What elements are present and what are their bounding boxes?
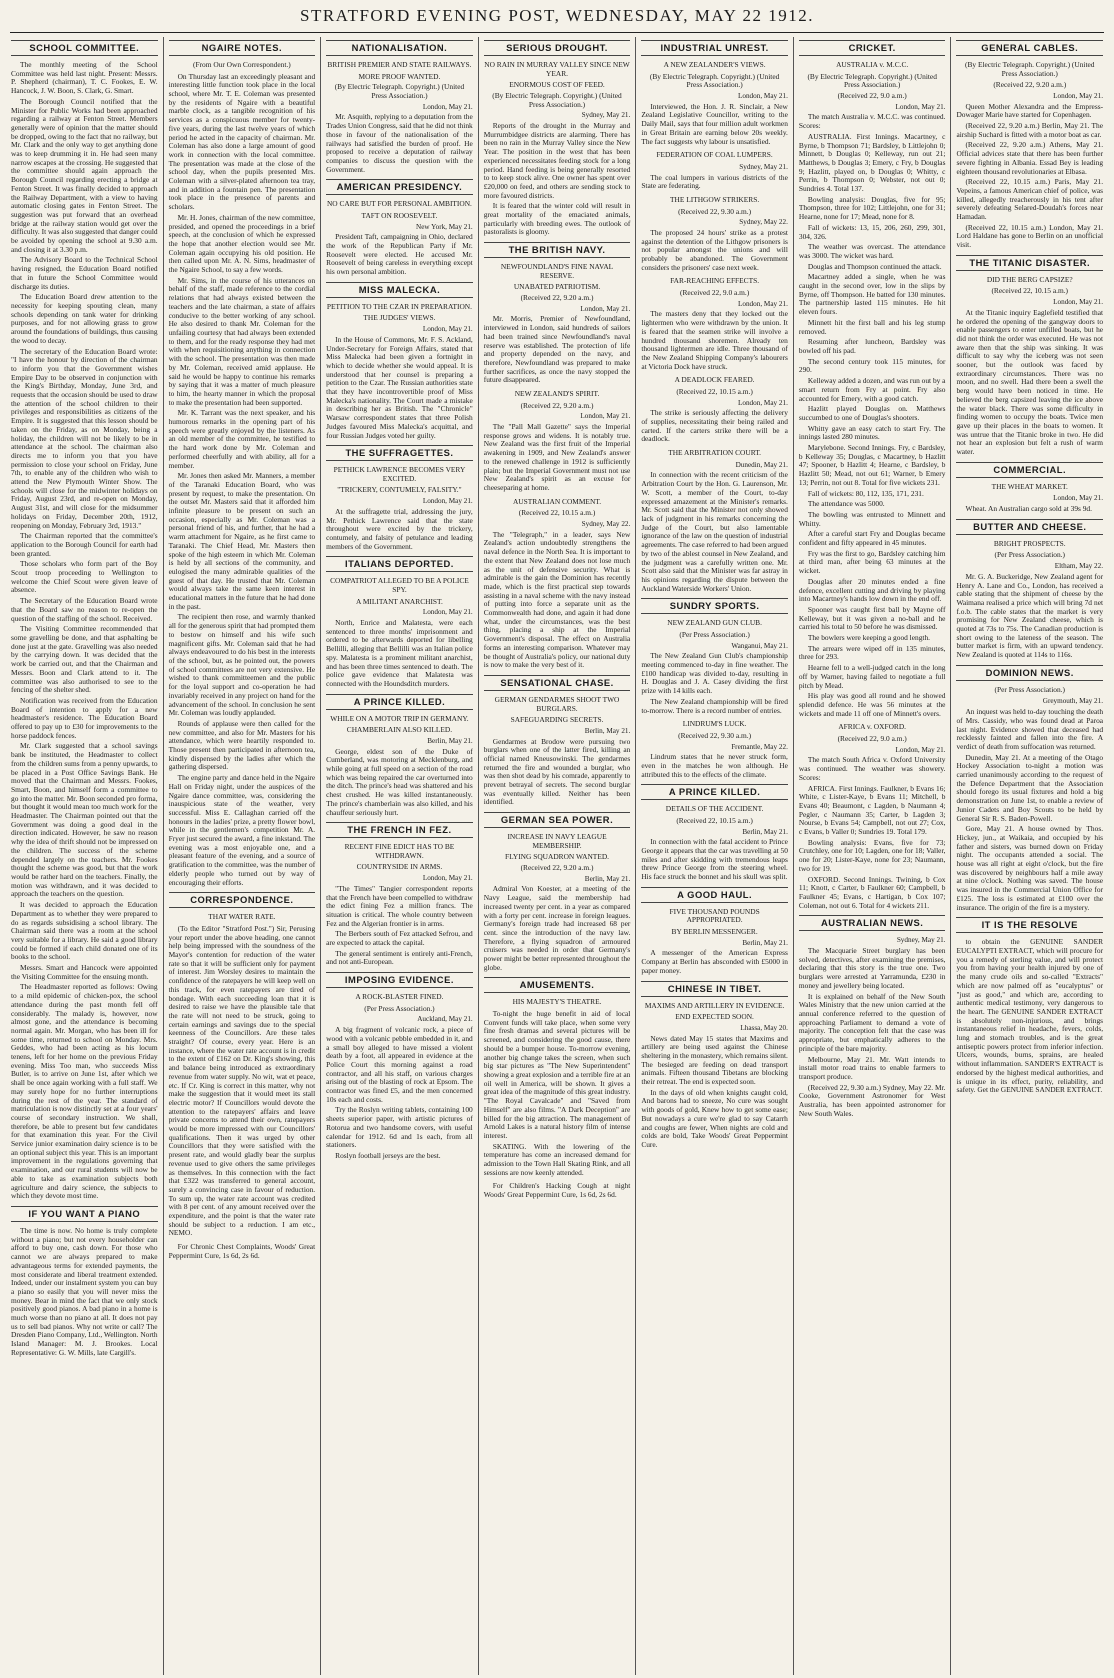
- article: [799, 723, 946, 910]
- article: [326, 556, 473, 688]
- article-paragraph: Lindrum states that he never struck form, even in the matches he won although. He attributed this to the effects of the climate.: [641, 752, 788, 779]
- article-paragraph: The Borough Council notified that the Minister for Public Works had been approached regarding a railway at Fenton Street. Members generally were of opinion that the matter should be dropped, owing to the fact that no railway, but Mr. Clark and the only way to get anything done was to keep drumming it in. He had seen many narrow escapes at the crossing. He suggested that the committee should again approach the Borough Council regarding erecting a bridge at Fenton Street. It was finally decided to approach the Railway Department, with a view to having automatic closing gates in Fenton Street. The suggestion was put forward that an overhead bridge at the railway station would get over the difficulty. It was also suggested that danger could be avoided by opening the school at 9.30 a.m. and closing it at 3.30 p.m.: [11, 96, 158, 254]
- article: [641, 40, 788, 146]
- article-paragraph: Hazlitt played Douglas on. Matthews succumbed to one of Douglas's shooters.: [798, 404, 946, 422]
- article-paragraph: Spooner was caught first ball by Mayne off Kelleway, but it was given a no-ball and he carried his total to 50 before he was dismissed.: [798, 604, 946, 632]
- article-dateline: Lhassa, May 20.: [740, 1023, 788, 1032]
- article-subheading: LINDRUM'S LUCK.: [682, 719, 747, 729]
- article-subheading: DID THE BERG CAPSIZE?: [986, 274, 1073, 284]
- article-dateline: Berlin, May 21.: [584, 874, 631, 883]
- article-subline: (Received 22, 9.30 a.m.): [678, 206, 752, 216]
- article-dateline: Berlin, May 21.: [742, 938, 788, 947]
- article-heading: IMPOSING EVIDENCE.: [326, 972, 473, 988]
- article: [484, 675, 631, 807]
- article-paragraph: (Received 22, 9.20 a.m.) Athens, May 21. Official advices state that there has been further severe fighting in Albania. Essad Bey is leading eighteen thousand revolutionaries at Elbasa.: [956, 140, 1104, 176]
- article-subheading: NO CARE BUT FOR PERSONAL AMBITION.: [326, 199, 472, 209]
- article-subline: (Received 22, 10.15 a.m.): [991, 286, 1069, 296]
- article-paragraph: Bowling analysis: Douglas, five for 95; Thompson, three for 102; Littlejohn, one for 31; Hearne, none for 17; Mead, none for 8.: [798, 194, 946, 222]
- article-dateline: London, May 21.: [422, 608, 473, 617]
- article: [326, 445, 473, 551]
- article-paragraph: The masters deny that they locked out the lightermen who were withdrawn by the union. It is feared that the seamen strike will involve a hundred thousand shoremen. Already ten thousand lightermen are idle. Three thousand of the New Zealand Shipping Company's labourers at Victoria Dock have struck.: [641, 309, 788, 371]
- article: [641, 196, 788, 273]
- article-paragraph: Whitty gave an easy catch to start Fry. The innings lasted 280 minutes.: [798, 423, 946, 442]
- article-paragraph: The coal lumpers in various districts of the State are federating.: [641, 172, 788, 191]
- article-heading: CRICKET.: [799, 40, 946, 56]
- article-paragraph: Macartney added a single, when he was caught in the second over, low in the slips by Byrne, off Thompson. He batted for 130 minutes. The partnership lasted 115 minutes. He hit eleven fours.: [798, 272, 946, 317]
- article: [799, 40, 946, 718]
- article-subheading: THAT WATER RATE.: [208, 912, 276, 922]
- article-subheading: (Per Press Association.): [994, 684, 1065, 694]
- article-paragraph: The time is now. No home is truly complete without a piano; but not every householder can afford to buy one, cash down. For those who cannot we are always prepared to make advantageous terms for extended payments, the most considerate and liberal treatment extended. Indeed, under our instalment system you can buy a piano so easily that you will never miss the money. Bear in mind the fact that we only stock positively good pianos. A bad piano in a home is much worse than no piano at all. It does not pay us to sell bad pianos. Why not write or call? The Dresden Piano Company, Ltd., Wellington. North Island Manager: M. J. Brookes. Local Representative: G. W. Mills, late Cargill's.: [11, 1226, 158, 1357]
- article-paragraph: Reports of the drought in the Murray and Murrumbidgee districts are alarming. There has been no rain in the Murray Valley since the New Year. The position in the west that has been experienced necessitates feeding stock for a long period. Hand feeding is being generally resorted to to keep stock alive. One owner has spent over £20,000 on feed, and others are sending stock to more favoured districts.: [483, 121, 631, 200]
- article-subheading: A NEW ZEALANDER'S VIEWS.: [663, 60, 766, 69]
- article-paragraph: to obtain the GENUINE SANDER EUCALYPTI EXTRACT, which will procure for you a remedy of sterling value, and will protect you from having your health injured by one of the many crude oils and so-called "Extracts" which are now palmed off as "eucalyptus" or "just as good," and which are, according to authentic medical testimony, very dangerous to the heart. The GENUINE SANDER EXTRACT is absolutely non-injurious, and brings instantaneous relief in headache, fevers, colds, lung and stomach troubles, and is the great antiseptic powers protect from inferior infection. Ulcers, wounds, burns, sprains, are healed without inflammation. SANDER'S EXTRACT is endorsed by the highest medical authorities, and is unique in its effect, purity, reliability, and safety. Get the GENUINE SANDER EXTRACT.: [956, 937, 1104, 1095]
- article-subline: FLYING SQUADRON WANTED.: [505, 852, 610, 862]
- article-subline: A MILITANT ANARCHIST.: [356, 596, 443, 606]
- article-paragraph: The match South Africa v. Oxford University was continued. The weather was showery. Scores:: [798, 755, 946, 782]
- article-dateline: London, May 21.: [1053, 298, 1104, 307]
- article-subline: (Received 22, 10.15 a.m.): [676, 815, 753, 825]
- article-subheading: THE LITHGOW STRIKERS.: [670, 194, 760, 204]
- article-subline: (Received 22, 9.20 a.m.): [993, 80, 1067, 90]
- article: [484, 498, 631, 670]
- article: [484, 1182, 631, 1199]
- article: [799, 915, 946, 1118]
- article-paragraph: At the suffragette trial, addressing the jury, Mr. Pethick Lawrence said that the state throughout were excited by the trickery, contumely, and falsity of petulance and leading members of the Government.: [326, 506, 473, 551]
- article-paragraph: For Children's Hacking Cough at night Woods' Great Peppermint Cure, 1s 6d, 2s 6d.: [483, 1181, 631, 1200]
- article-subline: MORE PROOF WANTED.: [358, 71, 441, 81]
- article-paragraph: The engine party and dance held in the Ngaire Hall on Friday night, under the auspices of the Ngaire dance committee, was, considering the inauspicious state of the weather, very successful. Miss E. Callaghan carried off the honours in the ladies' prize, a pretty flower bowl, while in the gentlemen's competition Mr. A. Fryer just secured the award, a fine inkstand. The evening was a most enjoyable one, and a pleasant feature of the evening, and a source of gratification to the committee, was the number of elderly people who turned out by way of encouraging their efforts.: [168, 773, 316, 887]
- article-subline: (Received 22, 9.20 a.m.): [520, 293, 594, 303]
- article: [641, 887, 788, 976]
- article-paragraph: The Headmaster reported as follows: Owing to a mild epidemic of chicken-pox, the school attendance during the past month fell off considerably. The malady is, however, now almost gone, and the attendance is becoming normal again. Mr. Morgan, who has been ill for some time, returned to school on Monday. Mrs. Geddes, who had been acting as his locum tenens, left for her home on the previous Friday evening. Miss Too man, who succeeds Miss Butler, is to arrive on June 1st, after which we shall be once again working with a full staff. We may surely hope for no further interruptions during the rest of the year. The standard of matriculation is now distinctly set at a four years' course of secondary instruction. We shall, therefore, be able to present but few candidates for that examination this year. For the Civil Service junior examination dairy science is to be an optional subject this year. This is an important improvement in the regulations governing that examination, and our rural students will now be able to take as examination subjects both agriculture and dairy science, the subjects to which they devote most time.: [11, 982, 158, 1201]
- article-heading: INDUSTRIAL UNREST.: [641, 40, 788, 56]
- article-subheading: (By Electric Telegraph. Copyright.) (United Press Association.): [965, 60, 1095, 78]
- article-paragraph: (To the Editor "Stratford Post.") Sir, Perusing your report under the above heading, one cannot help being impressed with the soundness of the Mayor's contention for reduction of the water rate so that it will be sufficient only for payment of interest. Jim Worsley desires to maintain the confidence of the ratepayers he will keep well on this track, for even ratepayers are tired of bondage. With each succeeding loan that it is desired to raise we have the plausible tale that the rate will not need to be struck, going to certain earnings and savings due to the special keenness of the Councillors. Are these tales straight? Of course, every year. Here is an instance, where the water rate account is in credit to the extent of £162 on Dr. King's showing, this and balance being introduced as extraordinary revenue from water supply. No wit, wat et peace, etc. If Cr. King is correct in this matter, why not make the suggestion that it would meet its stall electric motor? If Councillors would devote the attention to the ratepayers' affairs and leave private concerns to attend their own, ratepayers would be more impressed with our Councillors' qualifications. Then it was urged by other Councillors that they were satisfied with the present rate, and would gladly bear the surplus revenue used to give others the same privileges as themselves. In this connection with the fact that £322 was transferred to general account, surely a convincing case in favour of reduction. To sum up, the water rate account was credited with 8 per cent. of any amount received over the expenditure, and the point is that the water rate should be subject to a reduction. I am etc., NEMO.: [168, 923, 316, 1238]
- article-paragraph: At the Titanic inquiry Eaglefield testified that he ordered the opening of the gangway doors to enable passengers to enter unfilled boats, but he did not think the order was executed. He was not aware then that the ship was sinking. It was difficult to say why the iceberg was not seen sooner, but the outlook was faced by extraordinary circumstances. There was no moon, and no swell. Had there been a swell the berg would have been noticed in time. He believed the berg capsized leaving the ice above the water black. There was some difficulty in finding women to occupy the boats. Twice men gave up their places in the boats to women. It was untrue that the Titanic broke in two. He did not hear an explosion but felt a rush of warm water.: [956, 307, 1104, 457]
- article-paragraph: Mr. Sims, in the course of his utterances on behalf of the staff, made reference to the cordial relations that had always existed between the teachers and the late chairman, a state of affairs conducive to the better working of any school. He also desired to thank Mr. Coleman for the unfailing courtesy that had always been extended to them, and for the ready response they had met with when requisitioning anything in connection with the school. The presentation was then made by Mr. Coleman, received amid applause. He said he would be happy to continue his remarks by saying that it was a matter of much pleasure to him, the hearty manner in which the proposal to make the presentation had been supported.: [168, 275, 316, 407]
- article-subline: (Received 22, 9.0 a.m.): [837, 91, 907, 100]
- article-dateline: Berlin, May 21.: [427, 736, 473, 745]
- article-paragraph: Messrs. Smart and Hancock were appointed the Visiting Committee for the ensuing month.: [11, 963, 158, 981]
- article-subline: (By Electric Telegraph. Copyright.) (United Press Association.): [807, 71, 937, 90]
- article-subline: (Received 22, 9.20 a.m.): [520, 400, 594, 410]
- article-subline: SAFEGUARDING SECRETS.: [510, 715, 604, 725]
- article-subline: (Received 22, 9.0 a.m.): [837, 734, 907, 743]
- article-subheading: WHILE ON A MOTOR TRIP IN GERMANY.: [330, 713, 469, 723]
- article-paragraph: Mr. Clark suggested that a school savings bank be instituted, the Headmaster to collect from the children sums from a penny upwards, to be placed in a Post Office Savings Bank. He moved that the Chairman and Messrs. Fookes, Smart, Boon, and himself form a committee to go into the matter. Mr. Boon seconded pro forma, but thought it would mean too much work for the Headmaster. The Chairman pointed out that the Government was doing a good deal in the direction indicated. However, he saw no reason why the idea of thrift should not be impressed on the children. The success of the scheme depended largely on the teachers. Mr. Fookes thought the scheme was good, but that the work would be rather hard on the teachers. Finally, the motion was withdrawn, and it was decided to approach the teachers on the question.: [11, 741, 158, 899]
- article-subline: COUNTRYSIDE IN ARMS.: [356, 862, 443, 872]
- article-paragraph: The general sentiment is entirely anti-French, and not anti-European.: [326, 948, 473, 967]
- article-paragraph: Douglas after 20 minutes ended a fine defence, excellent cutting and driving by playing into Macartney's hands low down in the end off.: [798, 576, 946, 604]
- article-subheading: FIVE THOUSAND POUNDS APPROPRIATED.: [669, 906, 760, 925]
- article-heading: IT IS THE RESOLVE: [956, 917, 1103, 933]
- article-dateline: London, May 21.: [737, 92, 788, 100]
- article-dateline: London, May 21.: [422, 874, 473, 883]
- article-dateline: London, May 21.: [1053, 91, 1104, 100]
- article-subline: CHAMBERLAIN ALSO KILLED.: [346, 725, 453, 735]
- article-paragraph: In connection with the recent criticism of the Arbitration Court by the Hon. G. Laurenson, Mr. W. Scott, a member of the Court, to-day expressed amazement at the Minister's remarks. Mr. Scott said that the Minister not only showed lack of judgment in his remarks concerning the Judge of the Court, but also lamentable ignorance of the law on the question of industrial agreements. The case referred to had been argued by two of the ablest counsel in New Zealand, and the judgment was a carefully written one. Mr. Scott also said that the Minister was far astray in his opinions regarding the dispute between the Auckland Waterside Workers' Union.: [641, 470, 788, 593]
- article-paragraph: OXFORD. Second Innings. Twining, b Cox 11; Knott, c Carter, b Faulkner 60; Campbell, b Faulkner 45; Evans, c Hartigan, b Cox 107; Coleman, not out 6. Total for 4 wickets 211.: [798, 874, 946, 910]
- article-heading: SERIOUS DROUGHT.: [484, 40, 631, 56]
- article-dateline: London, May 21.: [422, 325, 473, 334]
- article: [484, 40, 631, 237]
- article-heading: SCHOOL COMMITTEE.: [11, 40, 158, 56]
- article-heading: AMERICAN PRESIDENCY.: [326, 179, 473, 195]
- columns: [6, 33, 1108, 1675]
- article-dateline: London, May 21.: [422, 102, 473, 111]
- article-paragraph: Try the Roslyn writing tablets, containing 100 sheets superior paper, with artistic pictures of Rotorua and two handsome covers, with useful calendar for 1912. 6d and 1s each, from all stationers.: [326, 1105, 473, 1150]
- article-paragraph: Roslyn football jerseys are the best.: [335, 1151, 441, 1160]
- article-paragraph: Notification was received from the Education Board of intention to apply for a new headmaster's residence. The Education Board offered to pay up to £30 for improvements to the horse paddock fences.: [11, 695, 158, 740]
- article-paragraph: Bowling analysis: Evans, five for 73; Crutchley, one for 10; Lagden, one for 18; Valler, one for 20; Lister-Kaye, none for 23; Naumann, two for 19.: [798, 837, 946, 873]
- article-paragraph: It is feared that the winter cold will result in great mortality of the emaciated animals, particularly with breeding ewes. The outlook of pastoralists is gloomy.: [483, 201, 631, 237]
- article-dateline: London, May 21.: [1053, 494, 1104, 503]
- article-dateline: Sydney, May 22.: [581, 519, 631, 528]
- article: [956, 40, 1103, 250]
- article: [326, 694, 473, 818]
- article-heading: NGAIRE NOTES.: [169, 40, 316, 56]
- article-paragraph: (Received 22, 10.15 a.m.) London, May 21. Lord Haldane has gone to Berlin on an unofficial visit.: [956, 222, 1104, 250]
- article-heading: A GOOD HAUL.: [641, 887, 788, 903]
- article-paragraph: The attendance was 5000.: [807, 499, 885, 509]
- article-heading: AMUSEMENTS.: [484, 977, 631, 993]
- article-heading: MISS MALECKA.: [326, 282, 473, 298]
- article-dateline: Sydney, May 21.: [896, 936, 946, 945]
- column-4: [479, 37, 637, 1675]
- article: [956, 665, 1103, 912]
- article-paragraph: Fall of wickets: 80, 112, 135, 171, 231.: [807, 488, 924, 498]
- article: [641, 449, 788, 593]
- article: [326, 972, 473, 1161]
- article-paragraph: Those scholars who form part of the Boy Scout troop proceeding to Wellington to welcome the Chief Scout were given leave of absence.: [11, 559, 158, 595]
- article-paragraph: Mr. Jones then asked Mr. Manners, a member of the Taranaki Education Board, who was present by request, to make the presentation. On the outset Mr. Masters said that it afforded him infinite pleasure to be present on such an occasion, especially as Mr. Coleman was a personal friend of his, and further, that he had a warm attachment for Ngaire, as he first came to Taranaki. The Chief Head, Mr. Masters then spoke of the high esteem in which Mr. Coleman is held by all sections of the community, and eulogised the many admirable qualities of the guest of that day. He trusted that Mr. Coleman would always take the same keen interest in educational matters in the future that he had done in the past.: [168, 471, 316, 611]
- article-heading: NATIONALISATION.: [326, 40, 473, 56]
- article-paragraph: The monthly meeting of the School Committee was held last night. Present: Messrs. P. Shepherd (chairman), T. C. Fookes, E. W. Hancock, J. W. Boon, S. Clark, G. Smart.: [11, 60, 158, 96]
- article-dateline: Sydney, May 22.: [739, 218, 788, 227]
- article-paragraph: President Taft, campaigning in Ohio, declared the work of the Republican Party if Mr. Roosevelt were elected. He accused Mr. Roosevelt of being careless in everything except his own personal ambition.: [326, 232, 473, 277]
- article-heading: DOMINION NEWS.: [956, 665, 1103, 681]
- article-subline: (Received 22, 10.15 a.m.): [518, 508, 596, 518]
- article-paragraph: News dated May 15 states that Maxims and artillery are being used against the Chinese sheltering in the monastery, which remains silent. The besieged are feeding on dead transport animals. Fifteen thousand Tibetans are blocking their retreat. The end is expected soon.: [641, 1033, 788, 1087]
- article-paragraph: The "Telegraph," in a leader, says New Zealand's action undoubtedly strengthens the naval defence in the North Sea. It is important to the extent that New Zealand does not lose much as the unit of defensive security. What is admirable is the gain the Dominion has recently made, which is the first practical step towards assisting in a naval scheme with the navy instead of putting into force a separate unit as the Commonwealth had done, and again it had done what, under the circumstances, was the best thing, placing a ship at the Imperial Government's disposal. The effect on Australia forms an interesting comparison. Whatever may be thought of Australia's policy, our national duty is now to make the very best of it.: [483, 529, 631, 670]
- article-paragraph: The recipient then rose, and warmly thanked all for the generous spirit that had prompted them to bestow on himself and his wife such magnificent gifts. Mr. Coleman said that he had always endeavoured to do his best in the interests of the school, but, as he pointed out, the powers of school committees are not very extensive. He wished to thank committeemen and the public for the loyal support and co-operation he had invariably received in any project on hand for the advancement of the school. In conclusion he sent Mr. Coleman was loudly applauded.: [168, 612, 316, 718]
- article: [956, 917, 1103, 1095]
- article-paragraph: In connection with the fatal accident to Prince George it appears that the car was travelling at 50 miles and after skidding with tremendous leaps threw Prince George from the steering wheel. His face struck the bonnet and his skull was split.: [641, 837, 788, 882]
- article-paragraph: Wheat. An Australian cargo sold at 39s 9d.: [965, 504, 1092, 514]
- article: [956, 255, 1103, 457]
- article-heading: SUNDRY SPORTS.: [641, 598, 788, 614]
- article-paragraph: His play was good all round and he showed splendid defence. He was 56 minutes at the wickets and made 11 off one of Minnett's overs.: [798, 691, 946, 718]
- article-paragraph: A big fragment of volcanic rock, a piece of wood with a volcanic pebble embedded in it, and a small boy alleged to have missed a violent death by a foot, all appeared in evidence at the Police Court this morning against a road contractor, and all his staff, on various charges arising out of the blasting of rock at Epsom. The contractor was fined £5, and the men concerned 10s each and costs.: [326, 1025, 473, 1104]
- article-subheading: DETAILS OF THE ACCIDENT.: [665, 804, 764, 814]
- article-paragraph: Gendarmes at Brodow were pursuing two burglars when one of the latter fired, killing an official named Kneusowinski. The gendarmes returned the fire and wounded a burglar, who was then shot dead by his comrade, apparently to prevent betrayal of secrets. The second burglar was eventually killed. Neither has been identified.: [483, 736, 631, 807]
- article-subheading: COMPATRIOT ALLEGED TO BE A POLICE SPY.: [330, 576, 469, 594]
- article-subheading: FEDERATION OF COAL LUMPERS.: [656, 150, 773, 160]
- article-paragraph: The "Pall Mall Gazette" says the Imperial response grows and widens. It is notably true. New Zealand was the first fruit of the Imperial awakening in 1909, and New Zealand's answer to the renewed challenge in 1912 is sufficiently plain; but the Imperial Government must not use New Zealand's spirit as an excuse for cheeseparing at home.: [483, 422, 631, 492]
- article-heading: GERMAN SEA POWER.: [484, 812, 631, 828]
- article-dateline: London, May 21.: [580, 304, 631, 313]
- article-paragraph: An inquest was held to-day touching the death of Mrs. Cassidy, who was found dead at Paroa last night. Evidence showed that deceased had recklessly fainted and fallen into the fire. A verdict of death from suffocation was returned.: [956, 707, 1104, 751]
- article-subheading: BRIGHT PROSPECTS.: [993, 538, 1066, 548]
- article-dateline: Sydney, May 21.: [581, 111, 631, 120]
- article-subheading: FAR-REACHING EFFECTS.: [670, 276, 760, 286]
- article-paragraph: Fall of wickets: 13, 15, 206, 260, 299, 301, 304, 326.: [798, 222, 946, 241]
- article-subheading: PETITION TO THE CZAR IN PREPARATION.: [326, 301, 472, 311]
- article-subheading: MAXIMS AND ARTILLERY IN EVIDENCE.: [644, 1000, 785, 1010]
- article-paragraph: Mr. Asquith, replying to a deputation from the Trades Union Congress, said that he did not think those in favour of the nationalisation of the railways had satisfied the burden of proof. He proposed to receive a deputation of railway companies to discuss the question with the Government.: [326, 112, 473, 174]
- masthead: STRATFORD EVENING POST, WEDNESDAY, MAY 22 1912.: [10, 0, 1104, 33]
- article-heading: A PRINCE KILLED.: [326, 694, 473, 710]
- article-dateline: Fremantle, May 22.: [731, 742, 788, 751]
- article-paragraph: The New Zealand championship will be fired to-morrow. There is a record number of entries.: [641, 696, 788, 715]
- article-heading: COMMERCIAL.: [956, 462, 1103, 478]
- article-paragraph: Queen Mother Alexandra and the Empress-Dowager Marie have started for Copenhagen.: [956, 101, 1104, 120]
- article-heading: BUTTER AND CHEESE.: [956, 519, 1103, 535]
- article-dateline: London, May 21.: [422, 497, 473, 506]
- article-paragraph: It was decided to approach the Education Department as to whether they were prepared to do as regards subsidising a school library. The Chairman said there was a room at the school very suitable for a library. He said a good library could be formed if each child donated one of its books to the school.: [11, 900, 158, 962]
- article-paragraph: Admiral Von Koester, at a meeting of the Navy League, said the membership had increased twenty per cent. in a year as compared with a forty per cent. increase in foreign leagues. Germany's foreign trade had increased 68 per cent. since the introduction of the navy law. Therefore, a flying squadron of armoured cruisers was needed in order that Germany's power might be better represented throughout the globe.: [483, 884, 631, 972]
- article-dateline: London, May 21.: [895, 745, 946, 754]
- article-heading: A PRINCE KILLED.: [641, 784, 788, 800]
- article: [326, 822, 473, 967]
- article: [326, 40, 473, 174]
- article-subheading: (From Our Own Correspondent.): [193, 60, 291, 69]
- article-paragraph: AUSTRALIA. First Innings. Macartney, c Byrne, b Thompson 71; Bardsley, b Littlejohn 0; Minnett, b Douglas 0; Kelleway, run out 21; Matthews, b Douglas 3; Emery, c Fry, b Douglas 9; Hazlitt, played on, b Douglas 0; Whitty, c Perrin, b Thompson 0; Webster, not out 0; Sundries 4. Total 137.: [798, 131, 946, 194]
- article-subline: END EXPECTED SOON.: [675, 1012, 754, 1022]
- article-paragraph: Interviewed, the Hon. J. R. Sinclair, a New Zealand Legislative Councillor, writing to the Daily Mail, says that four million adult workmen in Great Britain are earning below 20s weekly. The fact suggests why labour is unsatisfied.: [641, 101, 788, 146]
- article-paragraph: On Thursday last an exceedingly pleasant and interesting little function took place in the local school, where Mr. T. E. Coleman was presented by the residents of Ngaire with a beautiful marble clock, as a tangible recognition of his services as a conspicuous member for twenty-five years, during the last twelve years of which period he acted in the capacity of chairman. Mr. Coleman has also done a large amount of good work in connection with the local committee. The presentation was made at the close of the school day, when the pupils presented Mrs. Coleman with a silver-plated afternoon tea tray, and in addition a fountain pen. The presentation took place in the presence of parents and scholars.: [168, 71, 316, 212]
- article: [326, 282, 473, 440]
- article-dateline: London, May 21.: [580, 412, 631, 421]
- article-paragraph: Dunedin, May 21. At a meeting of the Otago Hockey Association to-night a motion was carried unanimously according to the request of the Defence Department that the Association should forego its usual fixtures and hold a big demonstration on June 1st, to enable a review of Junior Cadets and Boy Scouts to be held by General Sir R. S. Baden-Powell.: [956, 752, 1104, 823]
- article-paragraph: The bowling was entrusted to Minnett and Whitty.: [798, 509, 946, 528]
- article: [484, 242, 631, 385]
- article-paragraph: In the days of old when knights caught cold, And barons had to sneeze, No cure was sought with goods of gold, Knew how to get some ease; But nowadays a cure we're glad to say Catarrh and coughs are fewer, When nights are cold and colds are bold, Take Woods' Great Peppermint Cure.: [641, 1087, 788, 1149]
- article-paragraph: (Received 22, 10.15 a.m.) Paris, May 21. Vepeins, a famous American chief of police, was killed, allegedly treacherously in his tent after severely defeating Selared-Doudah's forces near Hamadan.: [956, 177, 1104, 222]
- article-subline: "TRICKERY, CONTUMELY, FALSITY.": [337, 485, 462, 495]
- article-paragraph: The Visiting Committee recommended that some gravelling be done, and that asphalting be done just at the gate. Gravelling was also needed by the carrying down. It was decided that the work be carried out, and that the Chairman and Messrs. Boon and Clark attend to it. The committee was also authorised to see to the fencing of the shelter shed.: [11, 624, 158, 695]
- article: [169, 1243, 316, 1260]
- article-subheading: AUSTRALIAN COMMENT.: [512, 496, 602, 506]
- article-paragraph: The Secretary of the Education Board wrote that the Board saw no reason to re-open the question of the staffing of the school. Received.: [11, 596, 158, 623]
- article-subheading: PETHICK LAWRENCE BECOMES VERY EXCITED.: [333, 465, 466, 483]
- article-paragraph: Rounds of applause were then called for the new committee, and also for Mr. Masters for his attendance, which were heartily responded to. Those present then participated in afternoon tea, kindly dispensed by the ladies after which the gathering dispersed.: [168, 718, 316, 772]
- article: [326, 179, 473, 277]
- article-heading: AUSTRALIAN NEWS.: [799, 915, 946, 931]
- article-dateline: London, May 21.: [737, 299, 788, 308]
- article-subline: BY BERLIN MESSENGER.: [671, 927, 758, 937]
- article-subline: TAFT ON ROOSEVELT.: [361, 210, 438, 220]
- article-subline: (By Electric Telegraph. Copyright.) (United Press Association.): [492, 90, 622, 109]
- article-dateline: Auckland, May 21.: [417, 1015, 473, 1024]
- article-subheading: NEWFOUNDLAND'S FINE NAVAL RESERVE.: [500, 262, 614, 280]
- article-dateline: Greymouth, May 21.: [1042, 697, 1104, 706]
- article-paragraph: Fry was the first to go, Bardsley catching him at third man, after being 63 minutes at the wicket.: [798, 548, 946, 576]
- column-6: [794, 37, 952, 1675]
- column-2: [164, 37, 322, 1675]
- article-dateline: London, May 21.: [895, 102, 946, 111]
- article-paragraph: In the House of Commons, Mr. F. S. Ackland, Under-Secretary for Foreign Affairs, stated that Miss Malecka had been given a fortnight in which to decide whether she would appeal. It is understood that her counsel is preparing a petition to the Czar. The Russian authorities state that they have incontrovertible proof of Miss Malecka's nationality. The Court made a mistake in describing her as British. The "Chronicle" Warsaw correspondent states that three Polish Judges favoured Miss Malecka's acquittal, and four Russian Judges voted her guilty.: [326, 334, 473, 440]
- article-paragraph: The second century took 115 minutes, for 290.: [798, 356, 946, 375]
- article-paragraph: A messenger of the American Express Company at Berlin has absconded with £5000 in paper money.: [641, 948, 788, 975]
- article: [641, 376, 788, 444]
- column-3: [321, 37, 479, 1675]
- article-paragraph: (Received 22, 9.30 a.m.) Sydney, May 22. Mr. Cooke, Government Astronomer for West Australia, has been appointed astronomer for New South Wales.: [798, 1082, 946, 1118]
- article-paragraph: The match Australia v. M.C.C. was continued. Scores:: [798, 112, 946, 131]
- article-paragraph: (Received 22, 9.20 a.m.) Berlin, May 21. The airship Suchard is fitted with a motor boat as car.: [956, 121, 1104, 139]
- article-paragraph: The Advisory Board to the Technical School having resigned, the Education Board notified that in future the School Committee would discharge its duties.: [11, 255, 158, 291]
- article-paragraph: The Chairman reported that the committee's application to the Borough Council for earth had been granted.: [11, 531, 158, 558]
- article: [641, 981, 788, 1150]
- column-1: [6, 37, 164, 1675]
- article-subline: (Per Press Association.): [994, 550, 1065, 560]
- article: [11, 1206, 158, 1358]
- article: [169, 40, 316, 887]
- article-subline: THE JUDGES' VIEWS.: [363, 313, 436, 323]
- article-heading: THE BRITISH NAVY.: [484, 242, 631, 258]
- article-dateline: Dunedin, May 21.: [735, 460, 788, 469]
- article-subline: (Received 22, 9.0 a.m.): [680, 288, 750, 298]
- article-paragraph: Mr. Morris, Premier of Newfoundland, interviewed in London, said hundreds of sailors had been trained since Newfoundland's naval reserve was established. The protection of life and property depended on the navy, and therefore, Newfoundland was prepared to make further sacrifices, as once the navy stopped the future disappeared.: [483, 314, 631, 385]
- article: [641, 720, 788, 779]
- article-paragraph: It is explained on behalf of the New South Wales Ministry that the new union carried at the annual conference referred to the question of approaching Parliament to demand a vote of majority. The conception felt that the case was appropriate, but emphatically adheres to the principle of the bare majority.: [798, 991, 946, 1053]
- article-subheading: NEW ZEALAND'S SPIRIT.: [514, 389, 600, 399]
- article-paragraph: To-night the huge benefit in aid of local Convent funds will take place, when some very fine fresh dramas and several pictures will be screened, and considering the good cause, there should be a bumper house. To-morrow evening, another big change takes the screen, when such big star pictures as "The New Superintendent" showing a great explosion and a terrible fire at an oil well in America, will be shown. It gives a great idea of the magnitude of this great industry. "The Royal Cavalcade" and "Saved from Himself" are also films. "A Dark Deception" are billed for the big attraction. The management of Arnold Lakes is a natural history film of intense interest.: [483, 1009, 631, 1140]
- article-subline: (Received 22, 10.15 a.m.): [676, 386, 753, 396]
- article-paragraph: For Chronic Chest Complaints, Woods' Great Peppermint Cure, 1s 6d, 2s 6d.: [168, 1242, 316, 1260]
- article-subheading: GERMAN GENDARMES SHOOT TWO BURGLARS.: [494, 694, 620, 713]
- article-heading: THE SUFFRAGETTES.: [326, 445, 473, 461]
- article-dateline: Berlin, May 21.: [584, 726, 631, 735]
- article-paragraph: Minnett hit the first ball and his leg stump removed.: [798, 317, 946, 336]
- article-paragraph: George, eldest son of the Duke of Cumberland, was motoring at Mecklenburg, and while going at full speed on a section of the road which was being repaired the car overturned into the ditch. The prince's head was shattered and his chest crushed. He was killed instantaneously. The prince's chamberlain was also killed, and his chauffeur seriously hurt.: [326, 746, 473, 817]
- article-paragraph: Mr. K. Tarrant was the next speaker, and his humorous remarks in the opening part of his speech were greatly enjoyed by the listeners. As an old member of the committee, he testified to the hard work done by Mr. Coleman and performed cheerfully and with ability, all for a member.: [168, 408, 316, 470]
- article-heading: THE TITANIC DISASTER.: [956, 255, 1103, 271]
- article-paragraph: After a careful start Fry and Douglas became confident and fifty appeared in 45 minutes.: [798, 529, 946, 548]
- article-paragraph: The bowlers were keeping a good length.: [807, 633, 931, 643]
- article: [641, 151, 788, 191]
- article: [641, 277, 788, 371]
- article-heading: THE FRENCH IN FEZ.: [326, 822, 473, 838]
- article-subline: UNABATED PATRIOTISM.: [513, 282, 601, 292]
- article-subheading: A ROCK-BLASTER FINED.: [355, 992, 444, 1002]
- article-subheading: HIS MAJESTY'S THEATRE.: [512, 997, 602, 1007]
- article-paragraph: The Berbers south of Fez attacked Sefrou, and are expected to attack the capital.: [326, 929, 473, 948]
- article-paragraph: The weather was overcast. The attendance was 3000. The wicket was hard.: [798, 242, 946, 260]
- article-paragraph: Marylebone. Second Innings. Fry, c Bardsley, b Kelleway 35; Douglas, c Macartney, b Hazlitt 47; Spooner, b Hazlitt 4; Hearne, c Bardsley, b Hazlitt 50; Mead, not out 61; Warner, b Emery 13; Perrin, not out 8. Total for five wickets 231.: [798, 443, 946, 487]
- article-paragraph: Douglas and Thompson continued the attack.: [807, 261, 942, 271]
- article-paragraph: "The Times" Tangier correspondent reports that the French have been compelled to withdraw the edict fining Fez a million francs. The situation is critical. The whole country between Fez and the Algerian frontier is in arms.: [326, 883, 473, 928]
- article-paragraph: The strike is seriously affecting the delivery of supplies, necessitating their being railed and carted. If the carters strike there will be a deadlock.: [641, 408, 788, 444]
- article-heading: CORRESPONDENCE.: [169, 892, 316, 908]
- article-heading: GENERAL CABLES.: [956, 40, 1103, 56]
- article: [641, 598, 788, 715]
- article-dateline: Eltham, May 22.: [1054, 562, 1104, 571]
- article-subheading: BRITISH PREMIER AND STATE RAILWAYS.: [327, 60, 472, 69]
- article-subline: ENORMOUS COST OF FEED.: [509, 80, 605, 90]
- article-paragraph: The secretary of the Education Board wrote: "I have the honour by direction of the chairman to inform you that the Government wishes Empire Day to be observed in conjunction with the King's Birthday, Monday, June 3rd, and requests that the occasion should be used to draw the attention of the school children to their privileges and responsibilities as citizens of the Empire. It is suggested that this lesson should be taken on the Friday, as on Monday, being a holiday, the children will not be likely to be in attendance at the school. The chairman also directs me to inform you that you have permission to close your school on Friday, June 7th, to enable any of the children who wish to attend the New Plymouth Winter Show. The schools will close for the midwinter holidays on Friday, August 23rd, and re-open on Monday, August 31st, and will close for the midsummer holidays on Friday, December 20th, 1912, reopening on Monday, February 3rd, 1913.": [11, 346, 158, 530]
- article-paragraph: The New Zealand Gun Club's championship meeting commenced to-day in fine weather. The £100 handicap was divided to-day, resulting in H. Douglas and J. A. Casey dividing the first prize with 14 kills each.: [641, 651, 788, 696]
- article-subline: (Per Press Association.): [364, 1003, 435, 1013]
- article-heading: CHINESE IN TIBET.: [641, 981, 788, 997]
- article-dateline: Wanganui, May 21.: [731, 641, 788, 650]
- article-subline: (By Electric Telegraph. Copyright.) (United Press Association.): [334, 82, 465, 100]
- article-paragraph: The arrears were wiped off in 135 minutes, three for 293.: [798, 643, 946, 662]
- article-paragraph: Mr. G. A. Buckeridge, New Zealand agent for Henry A. Lane and Co., London, has received a cable stating that the shipment of cheese by the Waimana realised a price which will bring 7d net f.o.b. The cable states that the market is very promising for New Zealand cheese, which is quoted at 73s to 75s. The Canadian production is short owing to the lateness of the season. The butter market is firm, with an upward tendency. New Zealand is quoted at 114s to 116s.: [956, 571, 1104, 660]
- article-subline: (By Electric Telegraph. Copyright.) (United Press Association.): [649, 71, 780, 90]
- article-paragraph: North, Enrice and Malatesta, were each sentenced to three months' imprisonment and ordered to be afterwards deported for libelling Bellilli, alleging that Bellilli was an Italian police spy. Malatesta is a prominent militant anarchist, and has been three times sentenced to death. The police gave evidence that Malatesta was connected with the Houndsditch murders.: [326, 617, 473, 688]
- article-subheading: NO RAIN IN MURRAY VALLEY SINCE NEW YEAR.: [484, 60, 630, 78]
- article-subheading: AFRICA v. OXFORD.: [838, 722, 907, 732]
- article-paragraph: Kelleway added a dozen, and was run out by a smart return from Fry at point. Fry also accounted for Emery, with a good catch.: [798, 376, 946, 403]
- article-subheading: RECENT FINE EDICT HAS TO BE WITHDRAWN.: [344, 842, 455, 860]
- article: [641, 784, 788, 882]
- article-heading: ITALIANS DEPORTED.: [326, 556, 473, 572]
- article-paragraph: Mr. H. Jones, chairman of the new committee, presided, and opened the proceedings in a brief speech, at the conclusion of which he expressed the hope that another election would see Mr. Coleman again occupying his old position. He then called upon Mr. A. N. Sims, headmaster of the Ngaire School, to say a few words.: [168, 212, 316, 275]
- article-subheading: THE WHEAT MARKET.: [991, 481, 1068, 491]
- article-subheading: INCREASE IN NAVY LEAGUE MEMBERSHIP.: [507, 832, 607, 850]
- article-subheading: A DEADLOCK FEARED.: [674, 375, 755, 385]
- article: [956, 462, 1103, 514]
- article-paragraph: The proposed 24 hours' strike as a protest against the detention of the Lithgow prisoners is not popular amongst the unions and will probably be abandoned. The Government considers the prisoners' case next week.: [641, 227, 788, 272]
- article-paragraph: Resuming after luncheon, Bardsley was bowled off his pad.: [798, 337, 946, 355]
- article-paragraph: Hearne fell to a well-judged catch in the long off by Warner, having failed to negotiate a full pitch by Mead.: [798, 663, 946, 690]
- article-subheading: THE ARBITRATION COURT.: [668, 448, 762, 458]
- article-paragraph: Melbourne, May 21. Mr. Watt intends to install motor road trains to enable farmers to transport produce.: [798, 1054, 946, 1081]
- article-subline: (Per Press Association.): [679, 629, 750, 639]
- article-dateline: New York, May 21.: [416, 222, 473, 231]
- article-heading: SENSATIONAL CHASE.: [484, 675, 631, 691]
- article-subline: (Received 22, 9.30 a.m.): [678, 730, 752, 740]
- article: [484, 977, 631, 1177]
- article-dateline: Sydney, May 21.: [739, 162, 788, 171]
- article-paragraph: SKATING. With the lowering of the temperature has come an increased demand for admission to the Town Hall Skating Rink, and all sessions are now keenly attended.: [483, 1141, 631, 1177]
- article-subline: (Received 22, 9.20 a.m.): [520, 863, 594, 873]
- article-heading: IF YOU WANT A PIANO: [11, 1206, 158, 1222]
- article-paragraph: Gore, May 21. A house owned by Thos. Hickey, jun., at Waikaia, and occupied by his father and sisters, was burned down on Friday night. The occupants attended a social. The house was all right at eight o'clock, but the fire was discovered by neighbours half a mile away at nine o'clock. Nothing was saved. The house was insured in the Commercial Union Office for £125. The loss is estimated at £100 over the insurance. The origin of the fire is a mystery.: [956, 824, 1104, 912]
- article: [11, 40, 158, 1201]
- article: [484, 812, 631, 972]
- article-paragraph: AFRICA. First Innings. Faulkner, b Evans 16; White, c Lister-Kaye, b Evans 11; Mitchell, b Evans 40; Beaumont, c Lagden, b Naumann 4; Pegler, c Naumann 35; Carter, b Lagden 3; Nourse, b Evans 54; Campbell, not out 27; Cox, c Evans, b Valler 0; Sundries 19. Total 179.: [798, 783, 946, 837]
- article-paragraph: The Macquarie Street burglary has been solved, detectives, after examining the premises, declaring that this story is the true one. Two burglars were arrested at Yarramunda, £230 in money and jewellery being located.: [798, 946, 946, 990]
- article-paragraph: The Education Board drew attention to the necessity for keeping spouting clean, many schools depending on tank water for drinking purposes, and for not allowing grass to grow around the foundations of buildings, thus causing the wood to decay.: [11, 292, 158, 345]
- article-subheading: NEW ZEALAND GUN CLUB.: [667, 618, 762, 628]
- article-dateline: London, May 21.: [737, 398, 788, 407]
- article: [484, 390, 631, 493]
- article: [169, 892, 316, 1238]
- article-subheading: AUSTRALIA v. M.C.C.: [836, 60, 909, 69]
- article: [956, 519, 1103, 660]
- column-5: [636, 37, 794, 1675]
- column-7: [951, 37, 1108, 1675]
- article-dateline: Berlin, May 21.: [742, 827, 788, 836]
